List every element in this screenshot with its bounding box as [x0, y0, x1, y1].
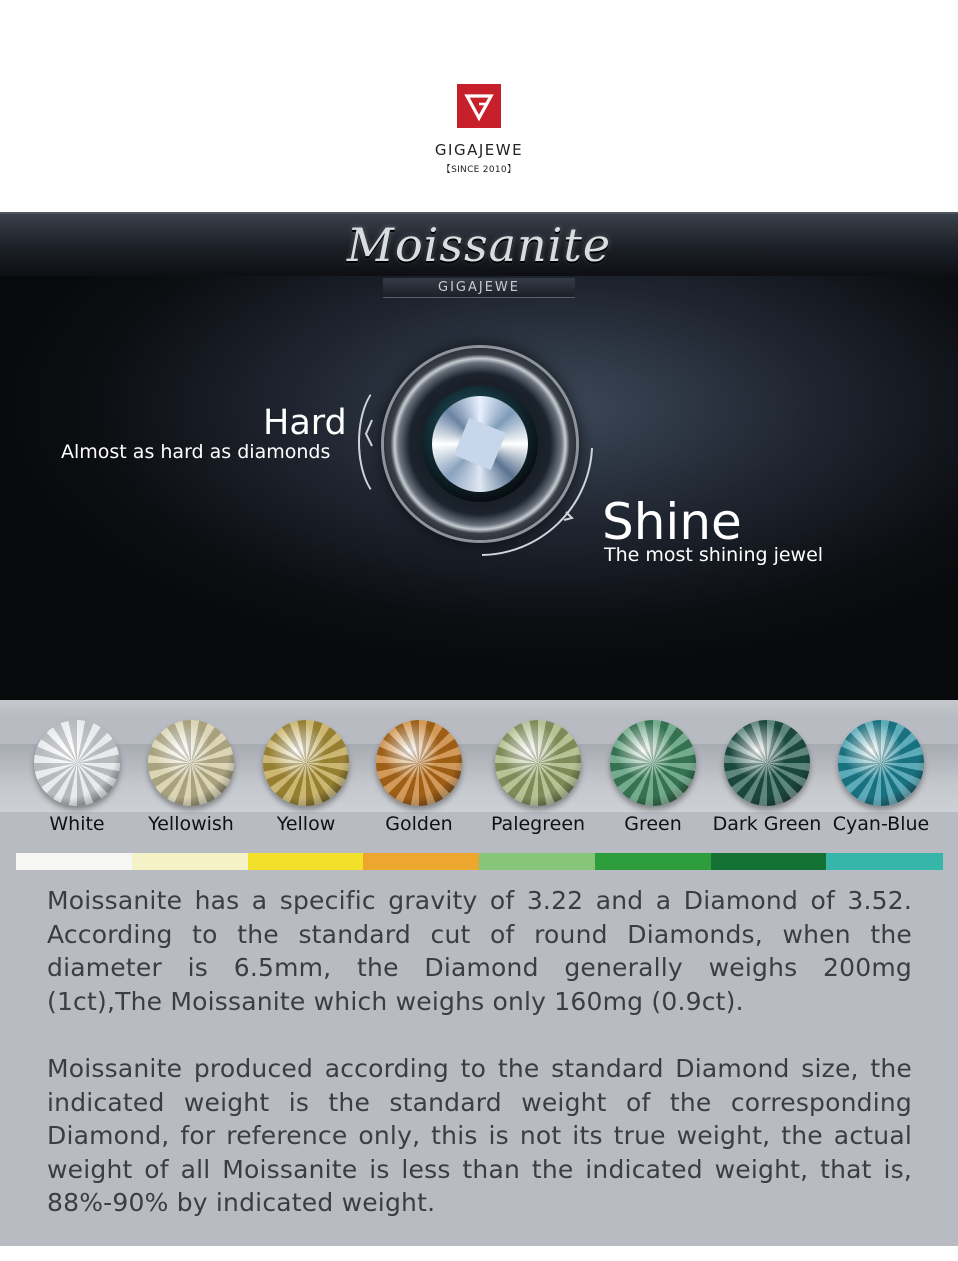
color-swatch	[363, 853, 479, 870]
stone-golden-icon	[376, 720, 462, 806]
stone-facets	[724, 720, 810, 806]
shine-description: The most shining jewel	[604, 544, 824, 566]
color-swatch	[595, 853, 711, 870]
hero-title: Moissanite	[346, 218, 612, 272]
left-bracket-arc	[358, 382, 418, 502]
stone-facets	[263, 720, 349, 806]
info-top-band	[0, 700, 958, 718]
color-label: Yellow	[276, 813, 336, 835]
color-label: Cyan-Blue	[832, 813, 930, 835]
weight-paragraph: Moissanite produced according to the standard Diamond size, the indicated weight is the standard weight of the corresponding Diamond, for reference only, this is not its true weight, the actual weight of all Moissanite is less than the indicated weight, that is, 88%-90% by indicated weight.	[47, 1054, 912, 1218]
stone-facets	[34, 720, 120, 806]
hard-description: Almost as hard as diamonds	[61, 441, 331, 463]
bottom-rule	[0, 1246, 958, 1261]
stone-facets	[148, 720, 234, 806]
gravity-paragraph: Moissanite has a specific gravity of 3.22 and a Diamond of 3.52. According to the standard cut of round Diamonds, when the diameter is 6.5mm, the Diamond generally weighs 200mg (1ct),The Moissanite which weighs only 160mg (0.9ct).	[47, 886, 912, 1016]
stone-cyan-blue-icon	[838, 720, 924, 806]
color-label: Green	[624, 813, 682, 835]
brand-name: GIGAJEWE	[434, 141, 524, 159]
stone-facets	[376, 720, 462, 806]
shine-title: Shine	[602, 493, 742, 551]
stone-palegreen-icon	[495, 720, 581, 806]
stone-white-icon	[34, 720, 120, 806]
hard-title: Hard	[263, 403, 347, 443]
color-swatch	[248, 853, 364, 870]
stone-green-icon	[610, 720, 696, 806]
color-label: Golden	[385, 813, 453, 835]
stone-yellow-icon	[263, 720, 349, 806]
color-swatch	[826, 853, 942, 870]
diamond-icon	[432, 396, 528, 492]
color-label: Dark Green	[712, 813, 822, 835]
stone-facets	[495, 720, 581, 806]
color-label: White	[49, 813, 105, 835]
stone-facets	[838, 720, 924, 806]
brand-header	[0, 0, 958, 212]
color-label: Yellowish	[148, 813, 234, 835]
color-swatch	[16, 853, 132, 870]
brand-since: 【SINCE 2010】	[441, 165, 517, 175]
color-swatch	[479, 853, 595, 870]
title-band	[0, 212, 958, 276]
stone-dark-green-icon	[724, 720, 810, 806]
stone-shelf	[0, 744, 958, 812]
color-swatch	[711, 853, 827, 870]
color-label: Palegreen	[490, 813, 586, 835]
hero-subtitle: GIGAJEWE	[383, 278, 575, 298]
stone-yellowish-icon	[148, 720, 234, 806]
gigajewe-logo-icon	[457, 84, 501, 128]
stone-facets	[610, 720, 696, 806]
color-swatch	[132, 853, 248, 870]
